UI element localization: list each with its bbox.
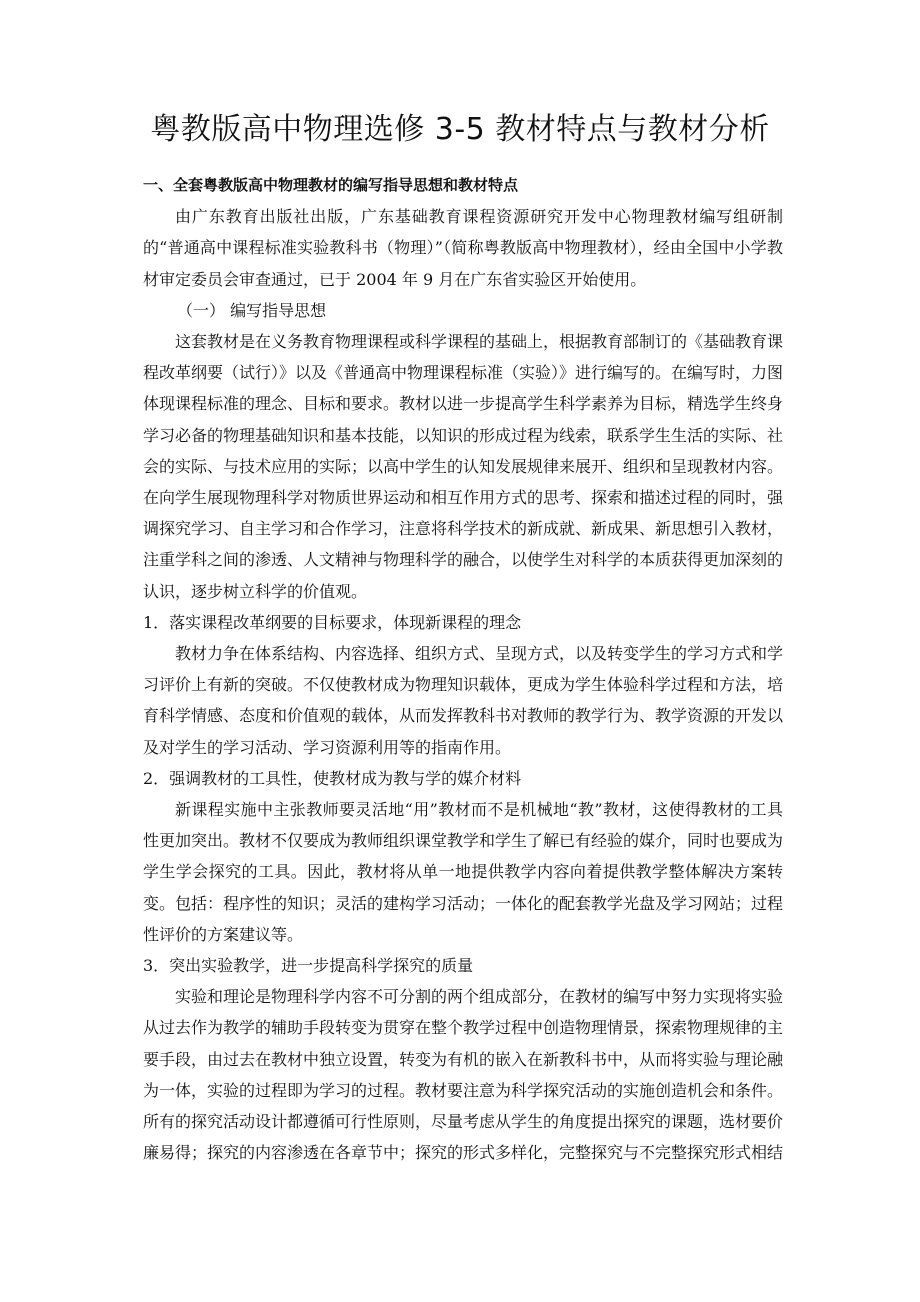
section-heading: 一、全套粤教版高中物理教材的编写指导思想和教材特点 — [143, 176, 519, 194]
point-heading: 1．落实课程改革纲要的目标要求，体现新课程的理念 — [143, 612, 522, 632]
document-body — [143, 170, 783, 1169]
point-paragraph: 实验和理论是物理科学内容不可分割的两个组成部分，在教材的编写中努力实现将实验从过去作为教学的辅助手段转变为贯穿在整个教学过程中创造物理情景，探索物理规律的主要手段，由过去在教材中独立设置，转变为有机的嵌入在新教科书中，从而将实验与理论融为一体，实验的过程即为学习的过程。教材要注意为科学探究活动的实施创造机会和条件。所有的探究活动设计都遵循可行性原则，尽量考虑从学生的角度提出探究的课题，选材要价廉易得；探究的内容渗透在各章节中；探究的形式多样化，完整探究与不完整探究形式相结 — [143, 987, 784, 1163]
document-title: 粤教版高中物理选修 3-5 教材特点与教材分析 — [150, 112, 770, 147]
point-heading: 3．突出实验教学，进一步提高科学探究的质量 — [143, 956, 474, 976]
guiding-paragraph: 这套教材是在义务教育物理课程或科学课程的基础上，根据教育部制订的《基础教育课程改革纲要（试行）》以及《普通高中物理课程标准（实验）》进行编写的。在编写时，力图体现课程标准的理念、目标和要求。教材以进一步提高学生科学素养为目标，精选学生终身学习必备的物理基础知识和基本技能，以知识的形成过程为线索，联系学生生活的实际、社会的实际、与技术应用的实际；以高中学生的认知发展规律来展开、组织和呈现教材内容。在向学生展现物理科学对物质世界运动和相互作用方式的思考、探索和描述过程的同时，强调探究学习、自主学习和合作学习，注意将科学技术的新成就、新成果、新思想引入教材，注重学科之间的渗透、人文精神与物理科学的融合，以使学生对科学的本质获得更加深刻的认识，逐步树立科学的价值观。 — [143, 332, 784, 601]
subsection-heading: （一） 编写指导思想 — [177, 300, 327, 320]
point-paragraph: 教材力争在体系结构、内容选择、组织方式、呈现方式，以及转变学生的学习方式和学习评价上有新的突破。不仅使教材成为物理知识载体，更成为学生体验科学过程和方法，培育科学情感、态度和价值观的载体，从而发挥教科书对教师的教学行为、教学资源的开发以及对学生的学习活动、学习资源利用等的指南作用。 — [143, 644, 784, 757]
point-paragraph: 新课程实施中主张教师要灵活地“用”教材而不是机械地“教”教材，这使得教材的工具性更加突出。教材不仅要成为教师组织课堂教学和学生了解已有经验的媒介，同时也要成为学生学会探究的工具。因此，教材将从单一地提供教学内容向着提供教学整体解决方案转变。包括：程序性的知识；灵活的建构学习活动；一体化的配套教学光盘及学习网站；过程性评价的方案建议等。 — [143, 800, 784, 944]
intro-paragraph: 由广东教育出版社出版，广东基础教育课程资源研究开发中心物理教材编写组研制的“普通高中课程标准实验教科书（物理）”（简称粤教版高中物理教材），经由全国中小学教材审定委员会审查通过，已于 2004 年 9 月在广东省实验区开始使用。 — [143, 207, 783, 289]
point-heading: 2．强调教材的工具性，使教材成为教与学的媒介材料 — [143, 768, 522, 788]
